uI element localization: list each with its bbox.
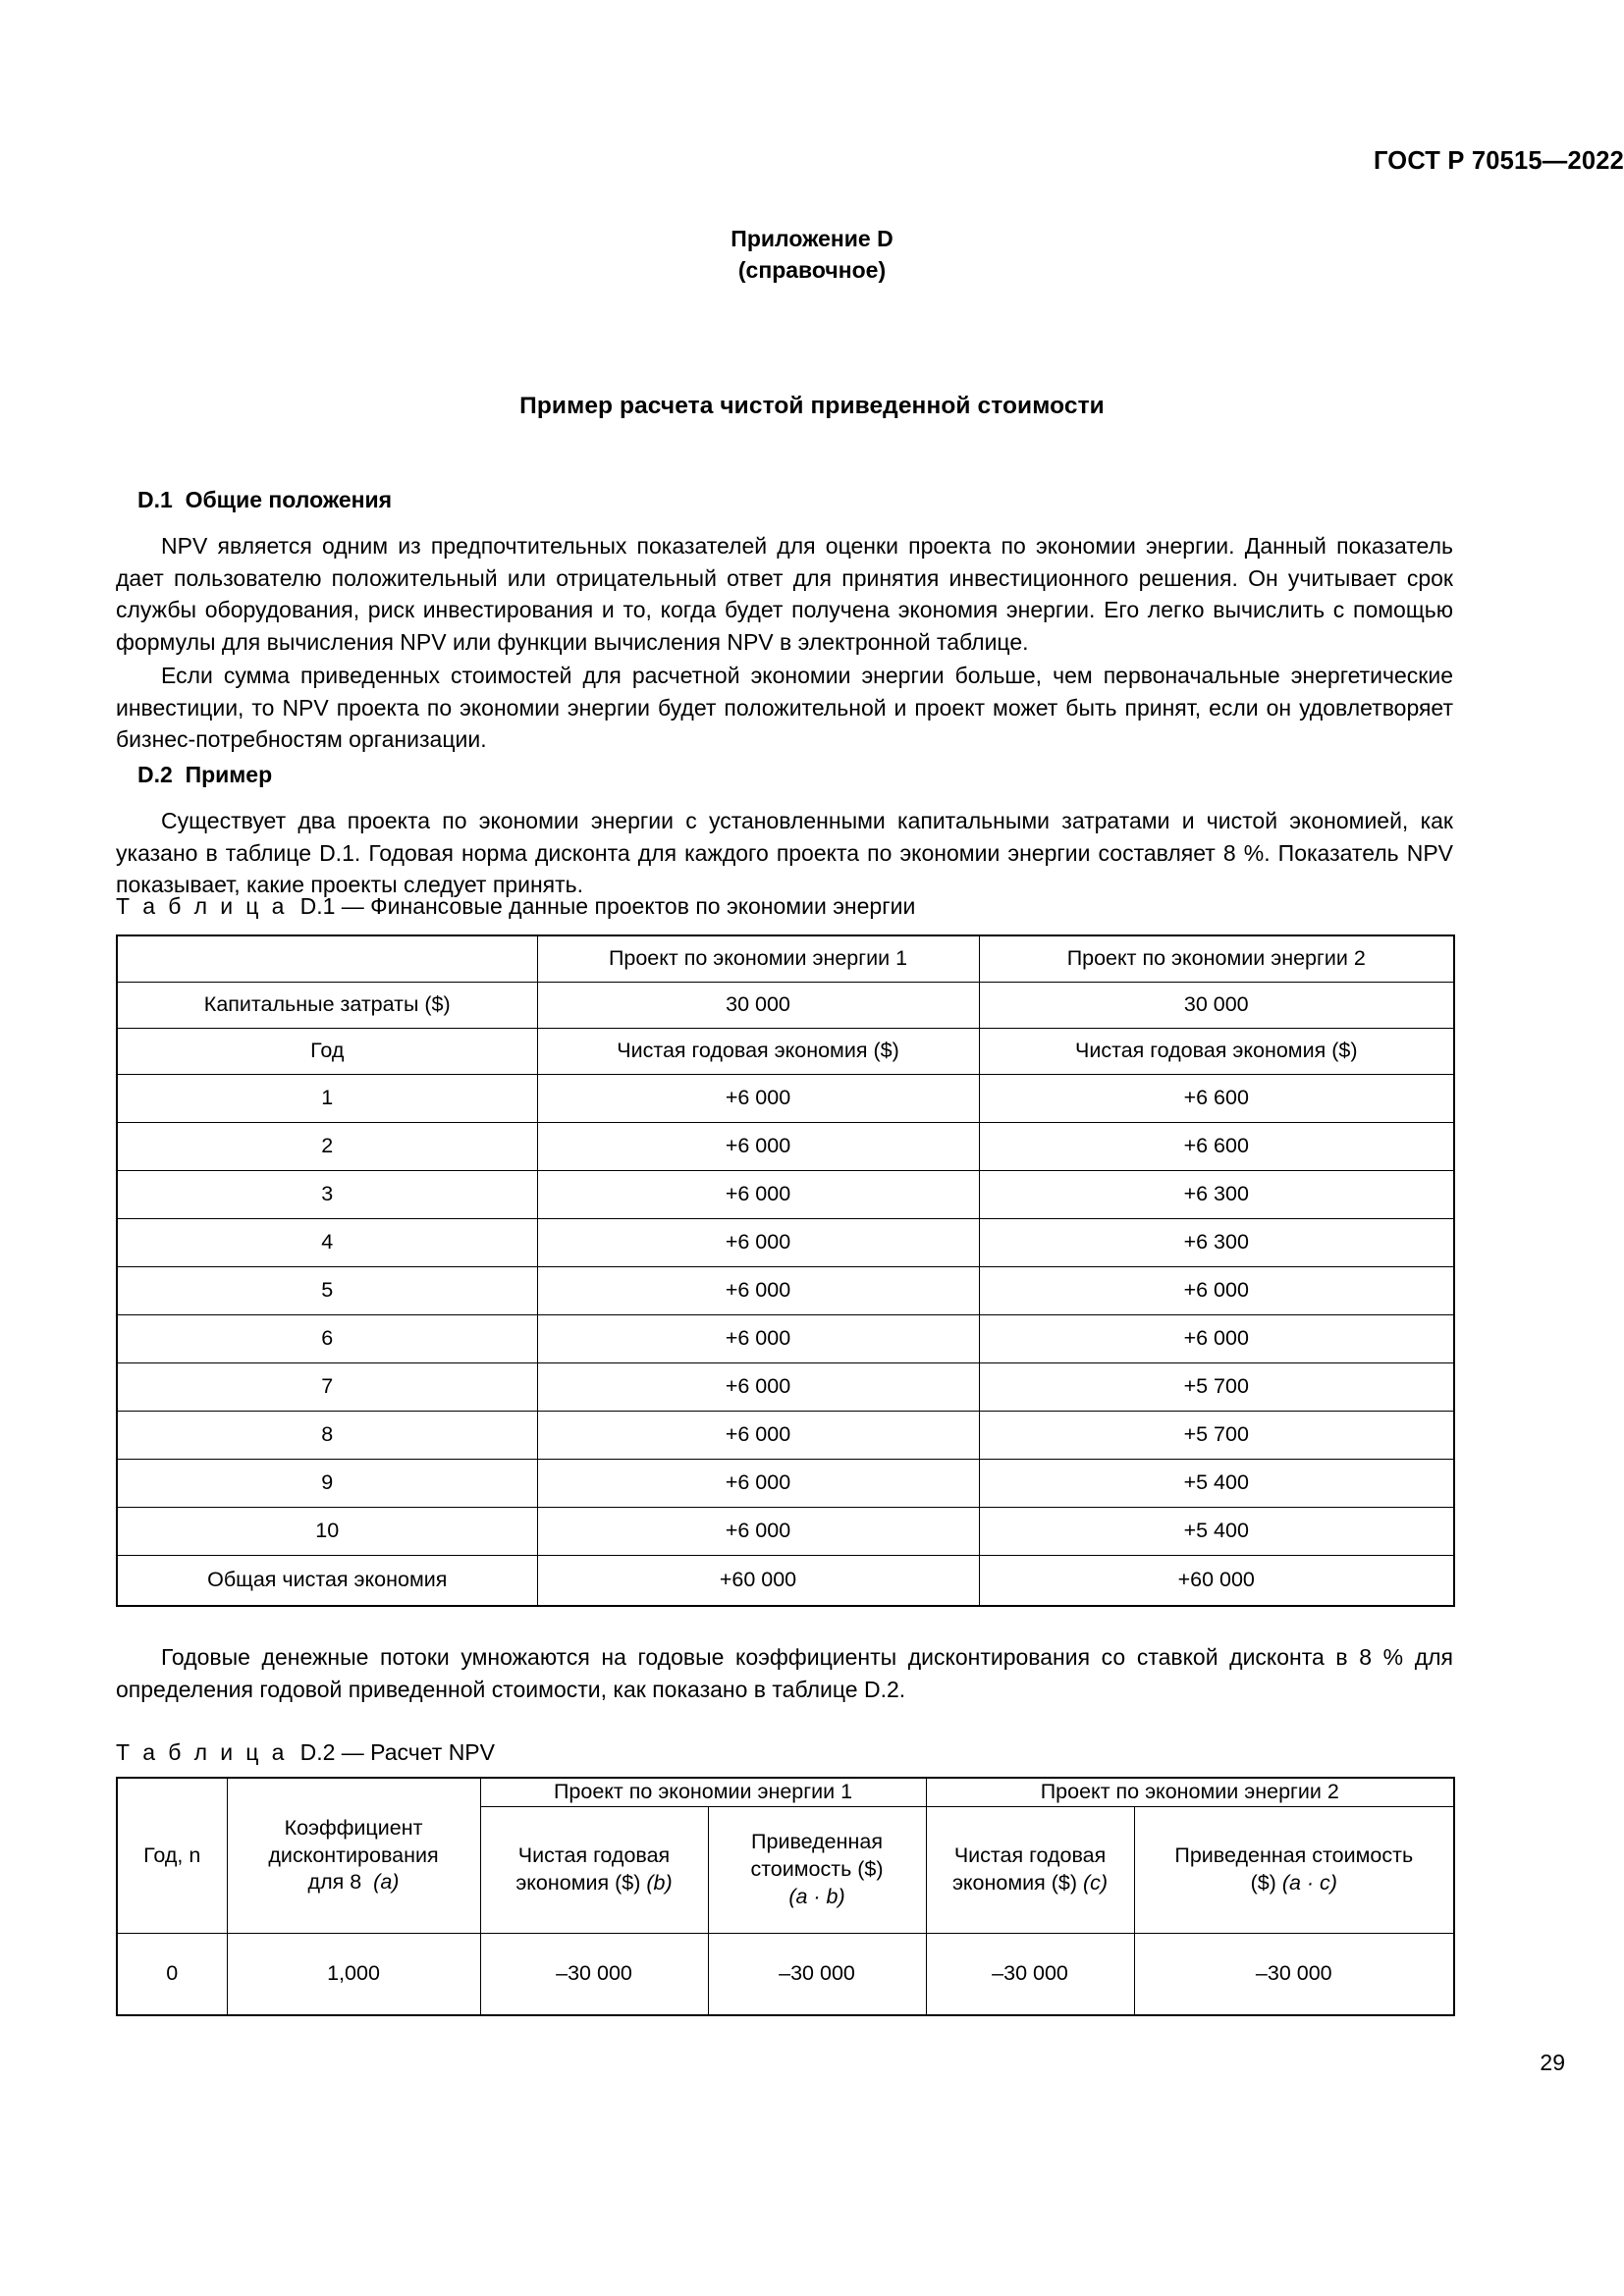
coefficient-line-2: дисконтирования bbox=[268, 1842, 439, 1867]
table-caption-d1 bbox=[116, 893, 915, 920]
coefficient-line-1: Коэффициент bbox=[284, 1815, 423, 1840]
table-row-total bbox=[117, 1556, 1454, 1607]
cell-header-year: Год, n bbox=[117, 1778, 227, 1933]
cell-year: 5 bbox=[117, 1267, 537, 1315]
cell-capex-p2: 30 000 bbox=[979, 983, 1454, 1029]
cell-p2: +5 700 bbox=[979, 1412, 1454, 1460]
table-row bbox=[117, 1267, 1454, 1315]
sub-p2-savings-l1: Чистая годовая bbox=[953, 1843, 1107, 1867]
cell-p2: +5 400 bbox=[979, 1460, 1454, 1508]
cell-p2: +6 300 bbox=[979, 1219, 1454, 1267]
cell-subheader-p2-savings bbox=[926, 1806, 1134, 1933]
cell-subheader-2: Чистая годовая экономия ($) bbox=[979, 1029, 1454, 1075]
table-row bbox=[117, 1075, 1454, 1123]
cell-header-coefficient bbox=[227, 1778, 480, 1933]
sub-p2-savings-l2-text: экономия ($) bbox=[951, 1870, 1078, 1895]
page-number: 29 bbox=[1540, 2050, 1565, 2075]
paragraph-d1-1: NPV является одним из предпочтительных показателей для оценки проекта по экономии энергии. Данный показатель дает пользователю положительный или отрицательный ответ для принятия инвестиционного решения. Он учитывает срок службы оборудования, риск инвестирования и то, когда будет получена экономия энергии. Его легко вычислить с помощью формулы для вычисления NPV или функции вычисления NPV в электронной таблице. bbox=[116, 533, 1453, 655]
cell-subheader-p2-pv bbox=[1134, 1806, 1454, 1933]
sub-p2-savings-l2 bbox=[933, 1870, 1128, 1897]
cell-subheader-p1-pv bbox=[708, 1806, 926, 1933]
table-row bbox=[117, 1460, 1454, 1508]
appendix-heading-block bbox=[0, 224, 1624, 286]
cell-p1: +6 000 bbox=[537, 1267, 979, 1315]
sub-p1-pv-formula: (a · b) bbox=[788, 1884, 845, 1908]
cell-header-0 bbox=[117, 935, 537, 983]
sub-p2-savings-symbol: (c) bbox=[1083, 1870, 1109, 1895]
appendix-subtitle: (справочное) bbox=[737, 256, 887, 283]
cell-year: 10 bbox=[117, 1508, 537, 1556]
section-heading-d2: D.2 Пример bbox=[137, 762, 273, 787]
table-caption-d2-label: Т а б л и ц а bbox=[116, 1739, 288, 1765]
cell-p1: +6 000 bbox=[537, 1315, 979, 1363]
cell-year: 9 bbox=[117, 1460, 537, 1508]
sub-p1-savings-l1: Чистая годовая bbox=[517, 1843, 671, 1867]
cell-p1: +6 000 bbox=[537, 1123, 979, 1171]
page-title: Пример расчета чистой приведенной стоимости bbox=[519, 393, 1105, 419]
sub-p1-pv-l1: Приведенная bbox=[751, 1830, 883, 1854]
sub-p1-savings-symbol: (b) bbox=[646, 1870, 673, 1895]
coefficient-line-3-text: для 8 bbox=[307, 1870, 362, 1895]
running-head: ГОСТ Р 70515—2022 bbox=[1373, 147, 1624, 175]
sub-p2-pv-l2-text: ($) bbox=[1250, 1870, 1276, 1895]
cell-total-p1: +60 000 bbox=[537, 1556, 979, 1607]
cell-total-label: Общая чистая экономия bbox=[117, 1556, 537, 1607]
cell-p1: +6 000 bbox=[537, 1460, 979, 1508]
table-row-header-top bbox=[117, 1778, 1454, 1806]
sub-p2-pv-l1: Приведенная стоимость bbox=[1174, 1843, 1414, 1867]
table-row bbox=[117, 1123, 1454, 1171]
cell-subheader-p1-savings bbox=[480, 1806, 708, 1933]
table-caption-d1-label: Т а б л и ц а bbox=[116, 893, 288, 919]
cell-p2: +6 600 bbox=[979, 1123, 1454, 1171]
sub-p1-pv-l2: стоимость ($) bbox=[750, 1856, 884, 1881]
appendix-title: Приложение D bbox=[731, 226, 893, 251]
table-row-header bbox=[117, 935, 1454, 983]
cell-header-1: Проект по экономии энергии 1 bbox=[537, 935, 979, 983]
cell-p2: +5 400 bbox=[979, 1508, 1454, 1556]
paragraph-d2-2: Годовые денежные потоки умножаются на годовые коэффициенты дисконтирования со ставкой дисконта в 8 % для определения годовой приведенной стоимости, как показано в таблице D.2. bbox=[116, 1644, 1453, 1702]
table-caption-d1-text: — Финансовые данные проектов по экономии энергии bbox=[341, 893, 916, 919]
cell-subheader-0: Год bbox=[117, 1029, 537, 1075]
sub-p1-savings-l2-text: экономия ($) bbox=[515, 1870, 641, 1895]
cell-p2: +5 700 bbox=[979, 1363, 1454, 1412]
cell-p1: +6 000 bbox=[537, 1412, 979, 1460]
coefficient-symbol: (a) bbox=[373, 1870, 400, 1895]
cell-p1: +6 000 bbox=[537, 1508, 979, 1556]
cell-year: 6 bbox=[117, 1315, 537, 1363]
cell-d2-p2-savings: –30 000 bbox=[926, 1933, 1134, 2015]
table-caption-d1-number: D.1 bbox=[299, 893, 336, 919]
table-row-capex bbox=[117, 983, 1454, 1029]
cell-d2-p2-pv: –30 000 bbox=[1134, 1933, 1454, 2015]
sub-p2-pv-formula: (a · c) bbox=[1281, 1870, 1337, 1895]
cell-p1: +6 000 bbox=[537, 1075, 979, 1123]
cell-year: 1 bbox=[117, 1075, 537, 1123]
cell-p1: +6 000 bbox=[537, 1219, 979, 1267]
cell-subheader-1: Чистая годовая экономия ($) bbox=[537, 1029, 979, 1075]
cell-year: 8 bbox=[117, 1412, 537, 1460]
cell-d2-coefficient: 1,000 bbox=[227, 1933, 480, 2015]
cell-header-2: Проект по экономии энергии 2 bbox=[979, 935, 1454, 983]
cell-d2-p1-pv: –30 000 bbox=[708, 1933, 926, 2015]
cell-p1: +6 000 bbox=[537, 1171, 979, 1219]
coefficient-line-3 bbox=[234, 1869, 474, 1896]
table-caption-d2-number: D.2 bbox=[299, 1739, 336, 1765]
cell-header-project-1: Проект по экономии энергии 1 bbox=[480, 1778, 926, 1806]
table-caption-d2-text: — Расчет NPV bbox=[341, 1739, 495, 1765]
cell-d2-year: 0 bbox=[117, 1933, 227, 2015]
cell-p2: +6 300 bbox=[979, 1171, 1454, 1219]
cell-year: 4 bbox=[117, 1219, 537, 1267]
table-d2 bbox=[116, 1777, 1455, 2016]
table-caption-d2 bbox=[116, 1739, 495, 1766]
table-row-subheader bbox=[117, 1029, 1454, 1075]
cell-p2: +6 000 bbox=[979, 1315, 1454, 1363]
cell-capex-label: Капитальные затраты ($) bbox=[117, 983, 537, 1029]
section-heading-d1: D.1 Общие положения bbox=[137, 487, 393, 512]
cell-p2: +6 000 bbox=[979, 1267, 1454, 1315]
table-d1 bbox=[116, 934, 1455, 1607]
cell-capex-p1: 30 000 bbox=[537, 983, 979, 1029]
table-row bbox=[117, 1508, 1454, 1556]
table-row bbox=[117, 1219, 1454, 1267]
table-row bbox=[117, 1363, 1454, 1412]
cell-year: 7 bbox=[117, 1363, 537, 1412]
cell-year: 2 bbox=[117, 1123, 537, 1171]
paragraph-d1-2: Если сумма приведенных стоимостей для расчетной экономии энергии больше, чем первоначальные энергетические инвестиции, то NPV проекта по экономии энергии будет положительной и проект может быть принят, если он удовлетворяет бизнес-потребностям организации. bbox=[116, 663, 1453, 753]
sub-p1-savings-l2 bbox=[487, 1870, 702, 1897]
table-row bbox=[117, 1171, 1454, 1219]
paragraph-d2-1: Существует два проекта по экономии энергии с установленными капитальными затратами и чистой экономией, как указано в таблице D.1. Годовая норма дисконта для каждого проекта по экономии энергии составляет 8 %. Показатель NPV показывает, какие проекты следует принять. bbox=[116, 808, 1453, 898]
cell-header-project-2: Проект по экономии энергии 2 bbox=[926, 1778, 1454, 1806]
cell-d2-p1-savings: –30 000 bbox=[480, 1933, 708, 2015]
table-row bbox=[117, 1933, 1454, 2015]
cell-total-p2: +60 000 bbox=[979, 1556, 1454, 1607]
sub-p2-pv-l2 bbox=[1141, 1870, 1448, 1897]
cell-p1: +6 000 bbox=[537, 1363, 979, 1412]
cell-year: 3 bbox=[117, 1171, 537, 1219]
cell-p2: +6 600 bbox=[979, 1075, 1454, 1123]
table-row bbox=[117, 1412, 1454, 1460]
table-row bbox=[117, 1315, 1454, 1363]
